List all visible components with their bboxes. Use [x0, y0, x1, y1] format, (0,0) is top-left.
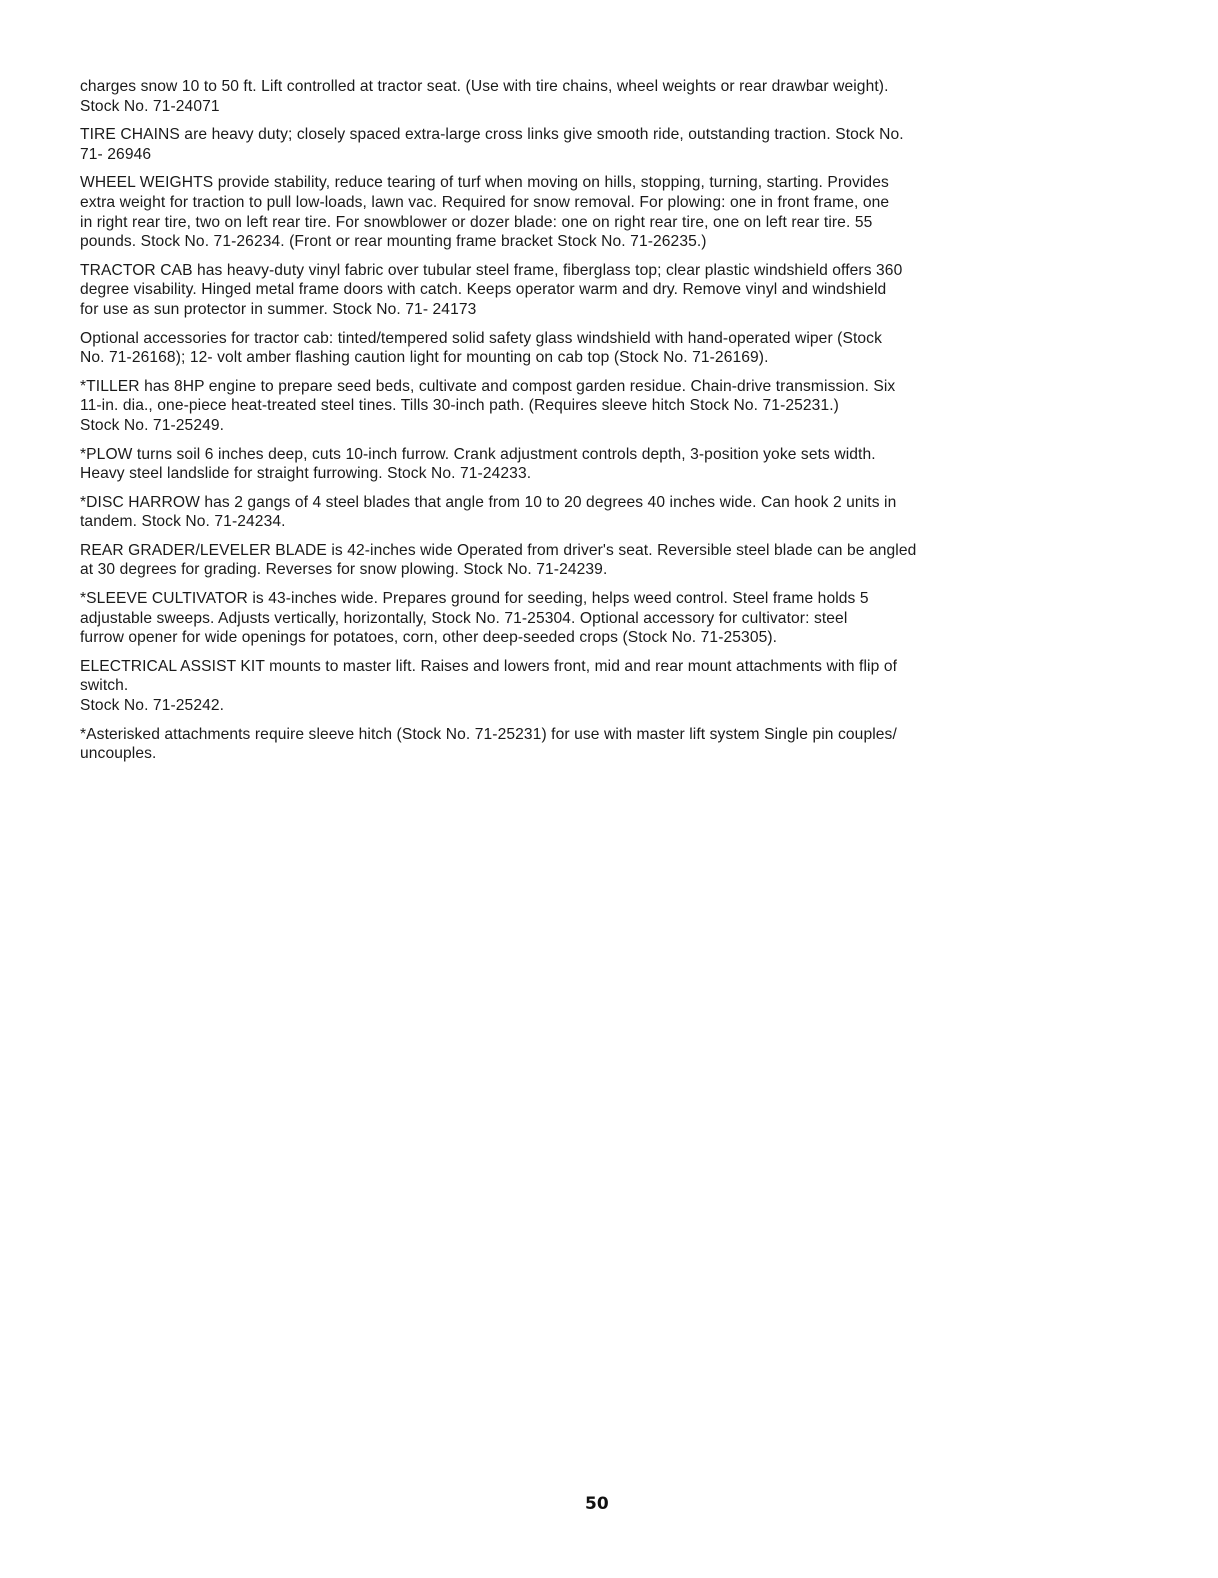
paragraph-snowblower-continued: charges snow 10 to 50 ft. Lift controlled at tractor seat. (Use with tire chains, wheel weights or rear drawbar weight). Stock No. 71-24071 — [80, 78, 889, 115]
page-body — [80, 77, 1130, 773]
paragraph-plow: *PLOW turns soil 6 inches deep, cuts 10-inch furrow. Crank adjustment controls depth, 3-position yoke sets width. Heavy steel landslide for straight furrowing. Stock No. 71-24233. — [80, 445, 876, 483]
paragraph-sleeve-cultivator: *SLEEVE CULTIVATOR is 43-inches wide. Prepares ground for seeding, helps weed control. Steel frame holds 5 adjustable sweeps. Adjusts vertically, horizontally, Stock No. 71-25304. Optional accessory for cultivator: steel furrow opener for wide openings for potatoes, corn, other deep-seeded crops (Stock No. 71-25305). — [80, 590, 869, 647]
paragraph-tractor-cab: TRACTOR CAB has heavy-duty vinyl fabric over tubular steel frame, fiberglass top; clear plastic windshield offers 360 degree visability. Hinged metal frame doors with catch. Keeps operator warm and dry. Remove vinyl and windshield for use as sun protector in summer. Stock No. 71- 24173 — [80, 261, 903, 318]
paragraph-tire-chains: TIRE CHAINS are heavy duty; closely spaced extra-large cross links give smooth ride, outstanding traction. Stock No. 71- 26946 — [80, 126, 904, 163]
paragraph-disc-harrow: *DISC HARROW has 2 gangs of 4 steel blades that angle from 10 to 20 degrees 40 inches wide. Can hook 2 units in tandem. Stock No. 71-24234. — [80, 493, 897, 531]
paragraph-tiller: *TILLER has 8HP engine to prepare seed beds, cultivate and compost garden residue. Chain-drive transmission. Six 11-in. dia., one-piece heat-treated steel tines. Tills 30-inch path. (Requires sleeve hitch Stock No. 71-25231.) Stock No. 71-25249. — [80, 377, 896, 434]
paragraph-rear-grader-blade: REAR GRADER/LEVELER BLADE is 42-inches wide Operated from driver's seat. Reversible steel blade can be angled at 30 degrees for grading. Reverses for snow plowing. Stock No. 71-24239. — [80, 541, 917, 579]
page-number: 50 — [585, 1494, 609, 1514]
paragraph-asterisk-note: *Asterisked attachments require sleeve hitch (Stock No. 71-25231) for use with master lift system Single pin couples/ uncouples. — [80, 725, 897, 763]
paragraph-electrical-assist-kit: ELECTRICAL ASSIST KIT mounts to master lift. Raises and lowers front, mid and rear mount attachments with flip of switch. Stock No. 71-25242. — [80, 657, 898, 715]
paragraph-cab-accessories: Optional accessories for tractor cab: tinted/tempered solid safety glass windshield with hand-operated wiper (Stock No. 71-26168); 12- volt amber flashing caution light for mounting on cab top (Stock No. 71-26169). — [80, 329, 882, 367]
paragraph-wheel-weights: WHEEL WEIGHTS provide stability, reduce tearing of turf when moving on hills, stopping, turning, starting. Provides extra weight for traction to pull low-loads, lawn vac. Required for snow removal. For plowing: one in front frame, one in right rear tire, two on left rear tire. For snowblower or dozer blade: one on right rear tire, one on left rear tire. 55 pounds. Stock No. 71-26234. (Front or rear mounting frame bracket Stock No. 71-26235.) — [80, 174, 890, 251]
